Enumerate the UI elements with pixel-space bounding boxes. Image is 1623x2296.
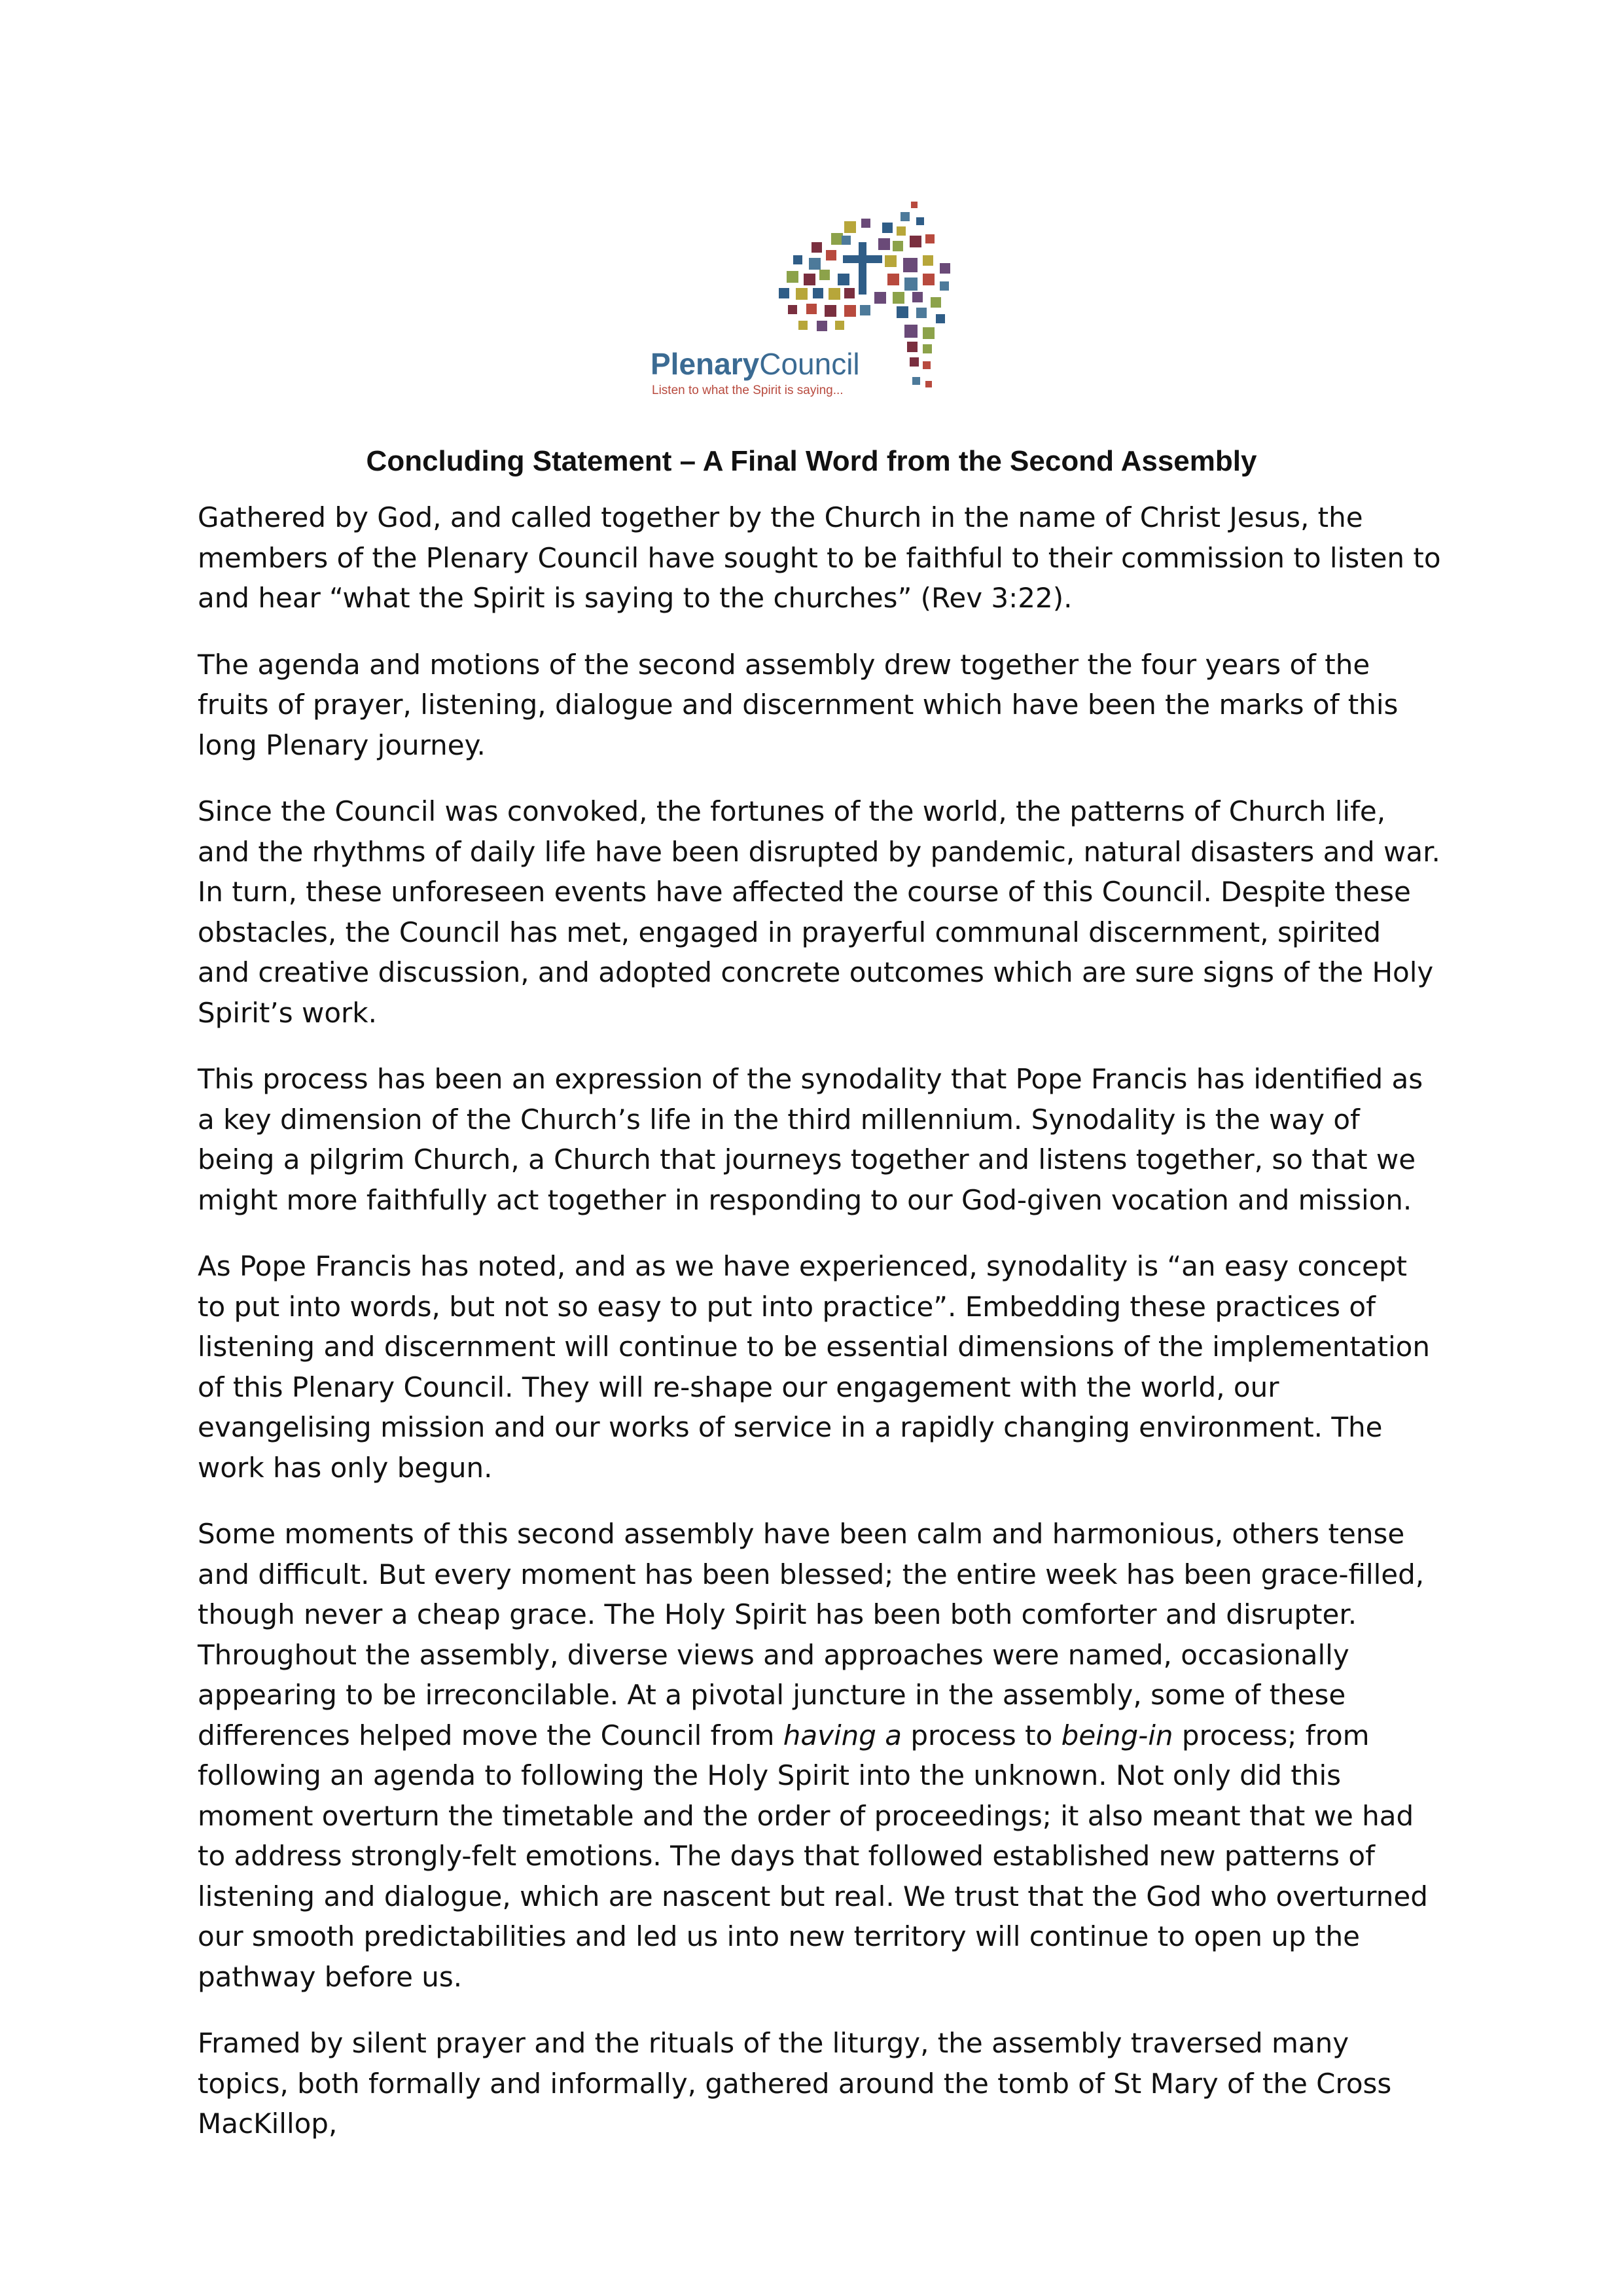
paragraph-6	[198, 1514, 1441, 1997]
logo-mosaic-square	[903, 258, 918, 272]
paragraph-5: As Pope Francis has noted, and as we have experienced, synodality is “an easy concept to put into words, but not so easy to put into practice”. Embedding these practices of listening and discernment will continue to be essential dimensions of the implementation of this Plenary Council. They will re-shape our engagement with the world, our evangelising mission and our works of service in a rapidly changing environment. The work has only begun.	[198, 1250, 1430, 1484]
logo-mosaic-square	[925, 234, 935, 243]
logo-mosaic-square	[831, 233, 843, 245]
paragraph-2: The agenda and motions of the second assembly drew together the four years of the fruits of prayer, listening, dialogue and discernment which have been the marks of this long Plenary journey.	[198, 648, 1399, 761]
paragraph-6-emphasis-2: being-in	[1061, 1719, 1173, 1751]
logo-mosaic-square	[844, 288, 855, 298]
logo-mosaic-square	[798, 321, 808, 330]
logo-mosaic-square	[912, 377, 920, 385]
logo-mosaic-square	[806, 304, 817, 314]
paragraph-4: This process has been an expression of the synodality that Pope Francis has identified as a key dimension of the Church’s life in the third millennium. Synodality is the way of being a pilgrim Church, a Church that journeys together and listens together, so that we might more faithfully act together in responding to our God-given vocation and mission.	[198, 1063, 1423, 1216]
logo-mosaic-square	[916, 308, 927, 318]
logo-tagline: Listen to what the Spirit is saying...	[652, 384, 844, 397]
logo-mosaic-square	[885, 255, 897, 267]
paragraph-3: Since the Council was convoked, the fortunes of the world, the patterns of Church life, and the rhythms of daily life have been disrupted by pandemic, natural disasters and war. In turn, these unforeseen events have affected the course of this Council. Despite these obstacles, the Council has met, engaged in prayerful communal discernment, spirited and creative discussion, and adopted concrete outcomes which are sure signs of the Holy Spirit’s work.	[198, 795, 1440, 1029]
logo-mosaic-square	[817, 321, 827, 331]
logo-mosaic-square	[940, 281, 949, 291]
logo-mosaic-square	[904, 278, 918, 291]
logo-mosaic-square	[844, 305, 856, 317]
logo-mosaic-square	[812, 242, 822, 253]
logo-graphic	[648, 190, 988, 412]
logo-mosaic-square	[893, 241, 903, 251]
logo-mosaic-square	[796, 288, 808, 300]
document-title: Concluding Statement – A Final Word from the Second Assembly	[366, 445, 1257, 477]
logo-mosaic-square	[923, 274, 935, 285]
logo-mosaic-square	[916, 217, 924, 225]
logo-wordmark	[651, 347, 860, 381]
paragraph-6-emphasis-1: having a	[783, 1719, 902, 1751]
logo-mosaic-square	[835, 321, 844, 330]
logo-mosaic-square	[829, 288, 840, 300]
logo-mosaic-square	[912, 292, 923, 302]
logo-mosaic-square	[923, 327, 935, 339]
logo-mosaic-square	[842, 236, 851, 245]
logo-mosaic-square	[844, 221, 856, 233]
logo-mosaic-square	[910, 357, 919, 367]
plenary-council-logo	[648, 190, 988, 412]
logo-mosaic-square	[804, 274, 815, 285]
logo-mosaic-square	[825, 305, 836, 317]
logo-mosaic-square	[923, 361, 931, 369]
logo-mosaic-square	[923, 255, 933, 266]
logo-mosaic-square	[897, 226, 906, 236]
logo-mosaic-square	[878, 238, 890, 250]
logo-mosaic-square	[809, 258, 821, 270]
logo-mosaic-square	[887, 274, 899, 285]
logo-mosaic-square	[897, 306, 908, 318]
logo-mosaic-square	[861, 219, 870, 228]
logo-mosaic-square	[838, 274, 849, 285]
paragraph-7: Framed by silent prayer and the rituals of the liturgy, the assembly traversed many topics, both formally and informally, gathered around the tomb of St Mary of the Cross MacKillop,	[198, 2027, 1392, 2140]
logo-mosaic-square	[923, 344, 932, 353]
logo-mosaic-square	[813, 288, 823, 298]
logo-mosaic-square	[893, 292, 904, 304]
logo-mosaic-square	[907, 342, 918, 352]
logo-mosaic-square	[793, 255, 802, 264]
logo-mosaic-square	[779, 288, 789, 298]
logo-mosaic-square	[874, 292, 886, 304]
logo-mosaic-square	[819, 270, 830, 280]
logo-mosaic-square	[860, 305, 870, 315]
paragraph-6-part-3: process; from following an agenda to following the Holy Spirit into the unknown. Not only did this moment overturn the timetable and the order of proceedings; it also meant that we had to address strongly-felt emotions. The days that followed established new patterns of listening and dialogue, which are nascent but real. We trust that the God who overturned our smooth predictabilities and led us into new territory will continue to open up the pathway before us.	[198, 1719, 1428, 1993]
logo-mosaic-square	[910, 236, 921, 247]
logo-mosaic-square	[936, 314, 945, 323]
logo-mosaic-square	[904, 325, 918, 338]
paragraph-1: Gathered by God, and called together by the Church in the name of Christ Jesus, the members of the Plenary Council have sought to be faithful to their commission to listen to and hear “what the Spirit is saying to the churches” (Rev 3:22).	[198, 501, 1441, 614]
paragraph-6-part-2: process to	[902, 1719, 1061, 1751]
logo-mosaic-square	[901, 212, 910, 221]
paragraph-6-part-1: Some moments of this second assembly have been calm and harmonious, others tense and difficult. But every moment has been blessed; the entire week has been grace-filled, though never a cheap grace. The Holy Spirit has been both comforter and disrupter. Throughout the assembly, diverse views and approaches were named, occasionally appearing to be irreconcilable. At a pivotal juncture in the assembly, some of these differences helped move the Council from	[198, 1518, 1425, 1751]
logo-mosaic-square	[940, 263, 950, 274]
logo-mosaic-square	[788, 305, 797, 314]
logo-mosaic-square	[882, 223, 893, 233]
logo-mosaic-square	[787, 271, 798, 283]
logo-name-part1: Plenary	[651, 347, 760, 381]
document-body	[198, 497, 1441, 2170]
logo-name-part2: Council	[759, 347, 860, 381]
cross-icon	[843, 242, 882, 295]
logo-mosaic-square	[931, 297, 941, 308]
logo-mosaic-square	[826, 250, 836, 260]
logo-mosaic-square	[911, 202, 918, 208]
logo-mosaic-square	[925, 381, 932, 387]
